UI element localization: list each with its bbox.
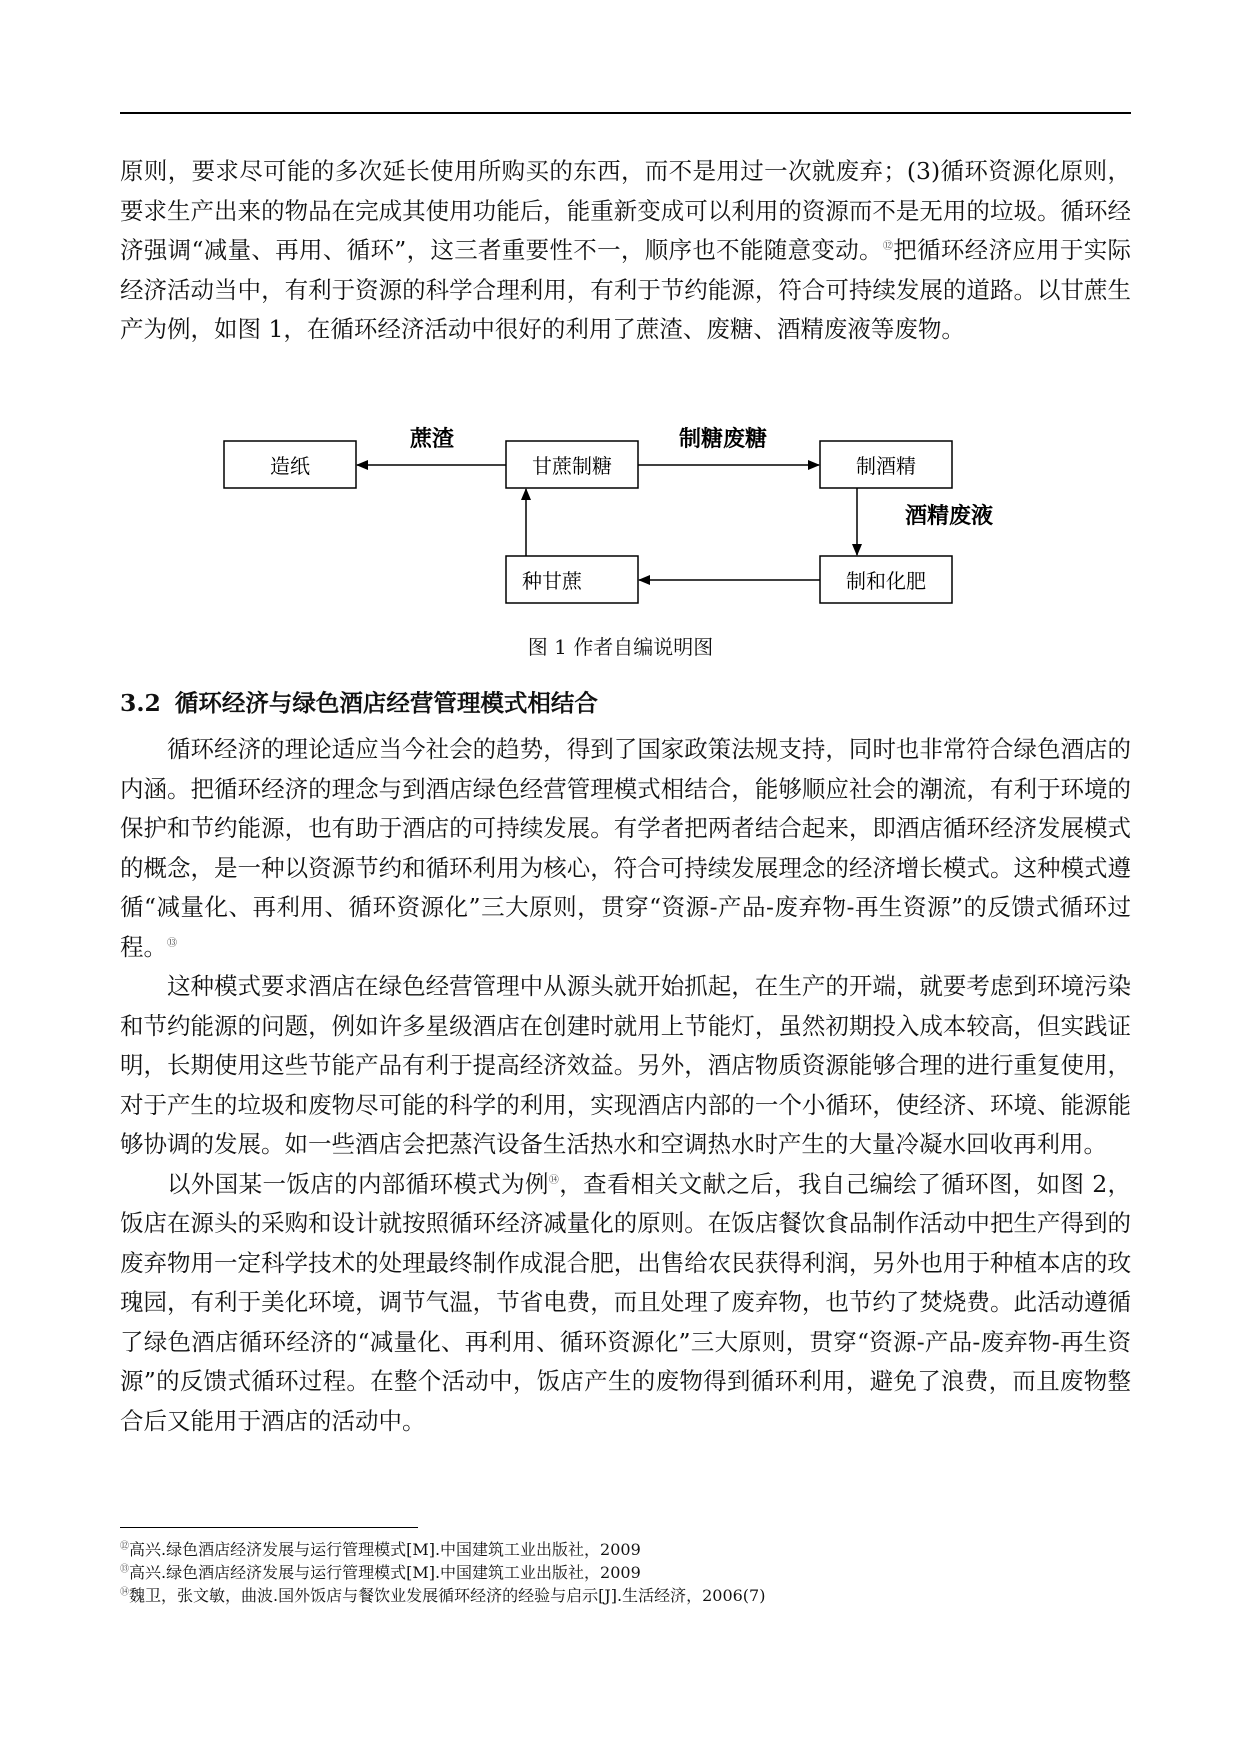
intro-text-1: 原则，要求尽可能的多次延长使用所购买的东西，而不是用过一次就废弃；(3)循环资源化原则，要求生产出来的物品在完成其使用功能后，能重新变成可以利用的资源而不是无用的垃圾。循环经济强调“减量、再用、循环”，这三者重要性不一，顺序也不能随意变动。 (120, 157, 1131, 264)
footnote-item (120, 1538, 1131, 1561)
svg-text:制和化肥: 制和化肥 (846, 569, 926, 593)
svg-text:甘蔗制糖: 甘蔗制糖 (532, 454, 612, 478)
paragraph-3 (120, 1165, 1131, 1442)
footnote-ref-12: ⑫ (882, 241, 894, 253)
footnotes (120, 1538, 1131, 1607)
edge-label-alcohol-waste: 酒精废液 (904, 503, 994, 529)
svg-text:种甘蔗: 种甘蔗 (522, 569, 582, 593)
footnote-ref-13: ⑬ (167, 937, 177, 949)
footnote-text: 高兴.绿色酒店经济发展与运行管理模式[M].中国建筑工业出版社，2009 (129, 1540, 641, 1559)
box-papermaking (224, 441, 356, 488)
footnote-mark: ⑬ (120, 1564, 130, 1575)
paragraph-1-text: 循环经济的理论适应当今社会的趋势，得到了国家政策法规支持，同时也非常符合绿色酒店的内涵。把循环经济的理念与到酒店绿色经营管理模式相结合，能够顺应社会的潮流，有利于环境的保护和节约能源，也有助于酒店的可持续发展。有学者把两者结合起来，即酒店循环经济发展模式的概念，是一种以资源节约和循环利用为核心，符合可持续发展理念的经济增长模式。这种模式遵循“减量化、再利用、循环资源化”三大原则，贯穿“资源-产品-废弃物-再生资源”的反馈式循环过程。 (120, 735, 1131, 961)
svg-text:造纸: 造纸 (270, 454, 310, 478)
footnote-mark: ⑭ (120, 1587, 130, 1598)
figure-caption: 图 1 作者自编说明图 (527, 635, 714, 659)
box-grow-sugarcane (506, 556, 638, 603)
body-text (120, 730, 1131, 1441)
footnote-item (120, 1584, 1131, 1607)
paragraph-3-text-1: 以外国某一饭店的内部循环模式为例 (167, 1169, 549, 1198)
box-fertilizer (820, 556, 952, 603)
footnote-text: 高兴.绿色酒店经济发展与运行管理模式[M].中国建筑工业出版社，2009 (129, 1563, 641, 1582)
sugarcane-cycle-diagram (120, 420, 1131, 620)
paragraph-1 (120, 730, 1131, 967)
footnote-rule (120, 1527, 418, 1528)
paragraph-2: 这种模式要求酒店在绿色经营管理中从源头就开始抓起，在生产的开端，就要考虑到环境污染和节约能源的问题，例如许多星级酒店在创建时就用上节能灯，虽然初期投入成本较高，但实践证明，长期使用这些节能产品有利于提高经济效益。另外，酒店物质资源能够合理的进行重复使用，对于产生的垃圾和废物尽可能的科学的利用，实现酒店内部的一个小循环，使经济、环境、能源能够协调的发展。如一些酒店会把蒸汽设备生活热水和空调热水时产生的大量冷凝水回收再利用。 (120, 972, 1131, 1158)
svg-text:制酒精: 制酒精 (856, 454, 916, 478)
footnote-text: 魏卫，张文敏，曲波.国外饭店与餐饮业发展循环经济的经验与启示[J].生活经济，2006(7) (129, 1586, 766, 1605)
edge-label-bagasse: 蔗渣 (409, 426, 455, 452)
footnote-ref-14: ⑭ (548, 1174, 560, 1186)
footnote-mark: ⑫ (120, 1541, 130, 1552)
header-rule (120, 112, 1131, 114)
footnote-item (120, 1561, 1131, 1584)
box-alcohol-production (820, 441, 952, 488)
edge-label-waste-sugar: 制糖废糖 (678, 426, 768, 452)
section-title: 循环经济与绿色酒店经营管理模式相结合 (174, 689, 598, 717)
section-number: 3.2 (120, 689, 161, 717)
intro-text-2: 把循环经济应用于实际经济活动当中，有利于资源的科学合理利用，有利于节约能源，符合可持续发展的道路。以甘蔗生产为例，如图 1，在循环经济活动中很好的利用了蔗渣、废糖、酒精废液等废物。 (120, 236, 1132, 343)
intro-paragraph (120, 152, 1131, 350)
section-heading (120, 686, 598, 720)
box-sugar-production (506, 441, 638, 488)
paragraph-3-text-2: ，查看相关文献之后，我自己编绘了循环图，如图 2，饭店在源头的采购和设计就按照循环经济减量化的原则。在饭店餐饮食品制作活动中把生产得到的废弃物用一定科学技术的处理最终制作成混合肥，出售给农民获得利润，另外也用于种植本店的玫瑰园，有利于美化环境，调节气温，节省电费，而且处理了废弃物，也节约了焚烧费。此活动遵循了绿色酒店循环经济的“减量化、再利用、循环资源化”三大原则，贯穿“资源-产品-废弃物-再生资源”的反馈式循环过程。在整个活动中，饭店产生的废物得到循环利用，避免了浪费，而且废物整合后又能用于酒店的活动中。 (120, 1169, 1132, 1435)
